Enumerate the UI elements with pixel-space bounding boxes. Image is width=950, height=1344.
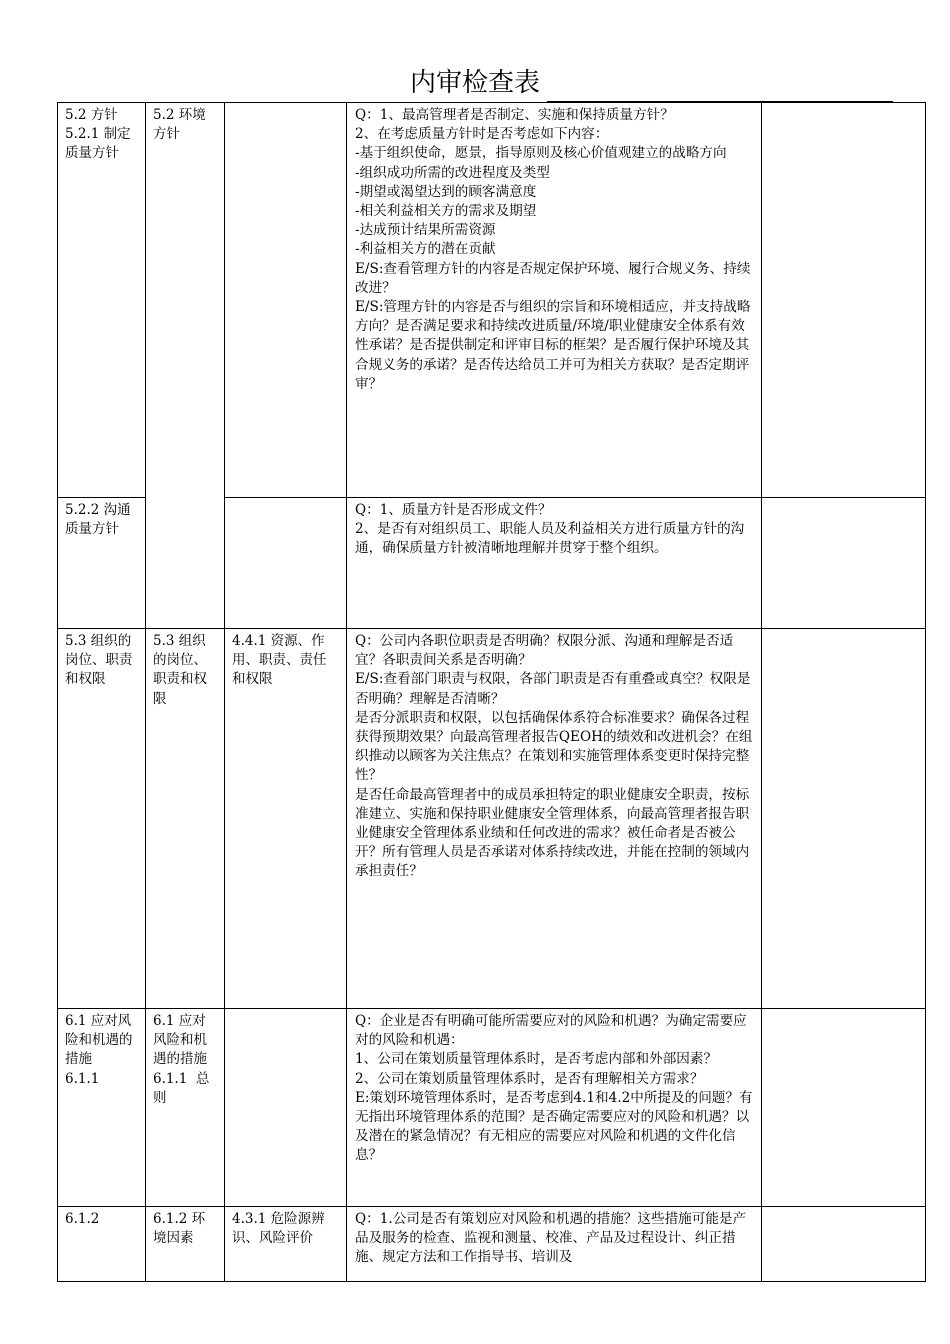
clause-ems-cell: 5.2 环境方针 [146,103,225,629]
audit-record-cell [762,629,926,1009]
clause-qms-cell: 5.3 组织的岗位、职责和权限 [58,629,146,1009]
audit-record-cell [762,1207,926,1282]
clause-ohs-cell [225,1009,347,1207]
audit-record-cell [762,103,926,498]
audit-questions-cell: Q：企业是否有明确可能所需要应对的风险和机遇？为确定需要应对的风险和机遇： 1、公司在策划质量管理体系时，是否考虑内部和外部因素？ 2、公司在策划质量管理体系时，是否有理解相关方需求？ E:策划环境管理体系时，是否考虑到4.1和4.2中所提及的问题？有无指出环境管理体系的范围？是否确定需要应对的风险和机遇？以及潜在的紧急情况？有无相应的需要应对风险和机遇的文件化信息？ [347,1009,762,1207]
table-row [58,1207,926,1282]
clause-ems-cell: 6.1.2 环境因素 [146,1207,225,1282]
clause-ohs-cell: 4.4.1 资源、作用、职责、责任和权限 [225,629,347,1009]
audit-questions-cell: Q：1、最高管理者是否制定、实施和保持质量方针？ 2、在考虑质量方针时是否考虑如下内容： -基于组织使命，愿景，指导原则及核心价值观建立的战略方向 -组织成功所需的改进程度及类型 -期望或渴望达到的顾客满意度 -相关利益相关方的需求及期望 -达成预计结果所需资源 -利益相关方的潜在贡献 E/S:查看管理方针的内容是否规定保护环境、履行合规义务、持续改进？ E/S:管理方针的内容是否与组织的宗旨和环境相适应，并支持战略方向？是否满足要求和持续改进质量/环境/职业健康安全体系有效性承诺？是否提供制定和评审目标的框架？是否履行保护环境及其合规义务的承诺？是否传达给员工并可为相关方获取？是否定期评审？ [347,103,762,498]
audit-record-cell [762,498,926,629]
clause-qms-cell: 5.2 方针 5.2.1 制定质量方针 [58,103,146,498]
clause-qms-cell: 6.1.2 [58,1207,146,1282]
audit-questions-cell: Q：1.公司是否有策划应对风险和机遇的措施？这些措施可能是产品及服务的检查、监视和测量、校准、产品及过程设计、纠正措施、规定方法和工作指导书、培训及 [347,1207,762,1282]
document-title: 内审检查表 [409,68,540,98]
clause-ohs-cell: 4.3.1 危险源辨识、风险评价 [225,1207,347,1282]
clause-ems-cell: 6.1 应对风险和机遇的措施 6.1.1 总则 [146,1009,225,1207]
table-row [58,103,926,498]
audit-questions-cell: Q：公司内各职位职责是否明确？权限分派、沟通和理解是否适宜？各职责间关系是否明确？ E/S:查看部门职责与权限，各部门职责是否有重叠或真空？权限是否明确？理解是否清晰？ 是否分派职责和权限，以包括确保体系符合标准要求？确保各过程获得预期效果？向最高管理者报告QEOH的绩效和改进机会？在组织推动以顾客为关注焦点？在策划和实施管理体系变更时保持完整性？ 是否任命最高管理者中的成员承担特定的职业健康安全职责，按标准建立、实施和保持职业健康安全管理体系，向最高管理者报告职业健康安全管理体系业绩和任何改进的需求？被任命者是否被公开？所有管理人员是否承诺对体系持续改进，并能在控制的领域内承担责任？ [347,629,762,1009]
clause-ohs-cell [225,498,347,629]
clause-ems-cell: 5.3 组织的岗位、职责和权限 [146,629,225,1009]
clause-qms-cell: 6.1 应对风险和机遇的措施 6.1.1 [58,1009,146,1207]
table-row [58,1009,926,1207]
clause-qms-cell: 5.2.2 沟通质量方针 [58,498,146,629]
audit-record-cell [762,1009,926,1207]
table-row [58,629,926,1009]
clause-ohs-cell [225,103,347,498]
audit-questions-cell: Q：1、质量方针是否形成文件？ 2、是否有对组织员工、职能人员及利益相关方进行质量方针的沟通，确保质量方针被清晰地理解并贯穿于整个组织。 [347,498,762,629]
audit-checklist-table [57,102,926,1282]
